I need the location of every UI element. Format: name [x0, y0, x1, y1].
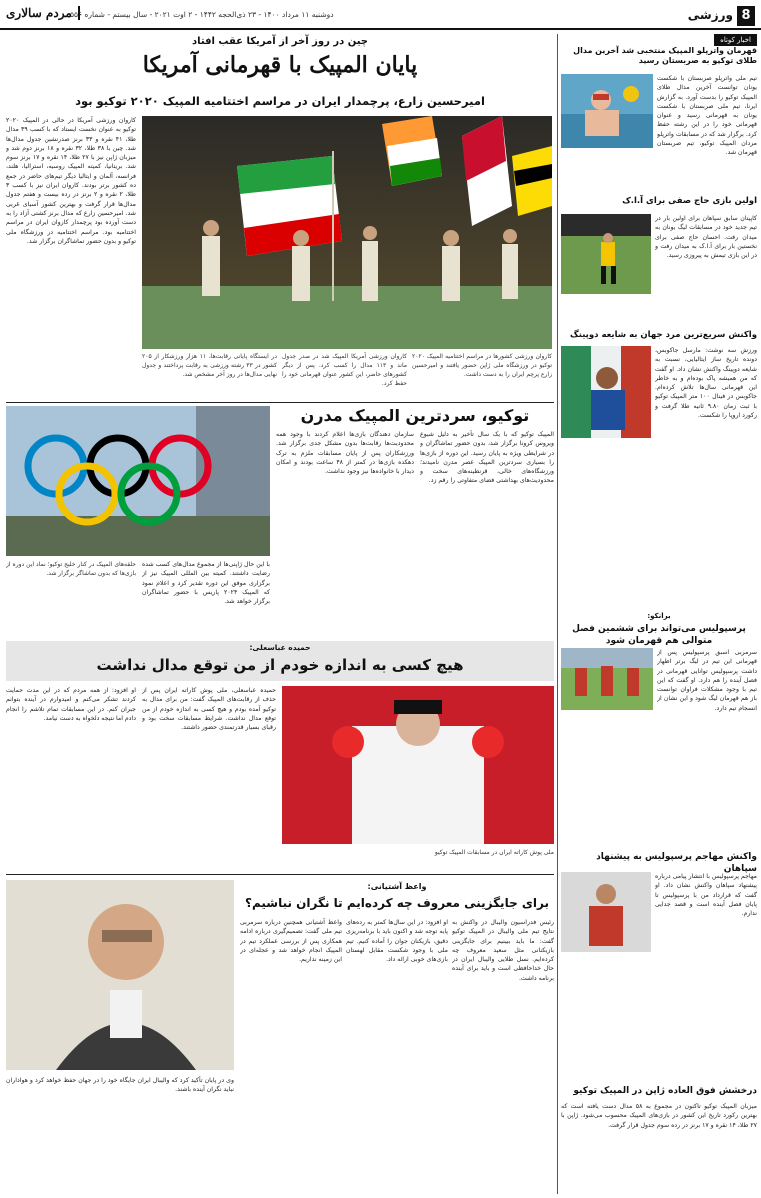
- sidebar-headline-3: واکنش سریع‌ترین مرد جهان به شایعه دوپینگ: [570, 330, 757, 340]
- paper-name: مردم سالاری: [6, 6, 80, 20]
- photo-caption: کاروان ورزشی کشورها در مراسم اختتامیه المپیک ۲۰۲۰ توکیو در ورزشگاه ملی ژاپن حضور یافتند و امیرحسین زارع پرچم ایران را به دست داشت.: [412, 353, 552, 378]
- perspolis-team-photo: [561, 648, 653, 710]
- waterpolo-photo: [561, 74, 653, 148]
- sidebar-headline-5: واکنش مهاجم پرسپولیس به پیشنهاد سپاهان: [596, 852, 757, 874]
- sidebar-headline-4: پرسپولیس می‌تواند برای ششمین فصل متوالی هم قهرمان شود: [572, 624, 746, 646]
- sidebar-text-2: کاپیتان سابق سپاهان برای اولین بار در تیم جدید خود در مسابقات لیگ یونان به میدان رفت. احسان حاج صفی برای نخستین بار برای آ.ا.ک به میدان رفت و در این بازی تیمش به پیروزی رسید.: [655, 215, 757, 260]
- main-kicker: چین در روز آخر از آمریکا عقب افتاد: [191, 36, 369, 47]
- tokyo-col-1: المپیک توکیو که با یک سال تأخیر به دلیل شیوع ویروس کرونا برگزار شد، بدون حضور تماشاگران و در شرایطی ویژه به پایان رسید. این دوره از بازی‌ها را بسیاری سردترین المپیک عصر مدرن نامیدند؛ ورزشگاه‌های خالی، قرنطینه‌های سخت و محدودیت‌های بهداشتی فضای متفاوتی را رقم زد.: [420, 431, 554, 485]
- sidebar-text-6: میزبان المپیک توکیو تاکنون در مجموع به ۵۸ مدال دست یافته است که بهترین رکورد تاریخ این کشور در بازی‌های المپیک محسوب می‌شود. ژاپن با ۲۷ طلا، ۱۴ نقره و ۱۷ برنز در رده سوم جدول قرار گرفت.: [561, 1103, 757, 1129]
- main-subheadline: امیرحسین زارع، پرچمدار ایران در مراسم اختتامیه المپیک ۲۰۲۰ توکیو بود: [75, 94, 485, 108]
- hamideh-headline: هیچ کسی به اندازه خودم از من توقع مدال نداشت: [96, 656, 464, 674]
- bottom-col-1: رئیس فدراسیون والیبال در واکنش به نتایج تیم ملی والیبال در المپیک توکیو گفت: ما باید ببینیم برای جایگزینی بازیکنانی مثل سعید معروف چه کرده‌ایم. نسل طلایی والیبال ایران در حال خداحافظی است و باید برای آینده برنامه داشت.: [452, 919, 554, 982]
- sidebar-headline-2: اولین بازی حاج صفی برای آ.ا.ک: [622, 196, 757, 206]
- main-story-text: کاروان ورزشی آمریکا در حالی در المپیک ۲۰۲۰ توکیو به عنوان نخست ایستاد که با کسب ۳۹ مدال طلا، ۴۱ نقره و ۳۳ برنز صدرنشین جدول مدال‌ها شد. چین با ۳۸ طلا، ۳۲ نقره و ۱۸ برنز دوم شد و میزبان ژاپن نیز با ۲۷ طلا، ۱۴ نقره و ۱۷ برنز سوم شد. بریتانیا، کمیته المپیک روسیه، استرالیا، هلند، فرانسه، آلمان و ایتالیا دیگر تیم‌های حاضر در جمع ده کشور برتر بودند. کاروان ایران نیز با کسب ۳ طلا، ۲ نقره و ۲ برنز در رده بیست و هفتم جدول مدال‌ها قرار گرفت و بهترین کشور آسیای غربی شد. امیرحسین زارع که مدال برنز کشتی آزاد را به دست آورده بود پرچمدار کاروان ایران در مراسم اختتامیه بود. مراسم اختتامیه در ورزشگاه ملی توکیو و بدون حضور تماشاگران برگزار شد.: [6, 117, 136, 245]
- tokyo-caption: حلقه‌های المپیک در کنار خلیج توکیو؛ نماد این دوره از بازی‌ها که بدون تماشاگر برگزار شد.: [6, 561, 136, 577]
- hamideh-col-2: او افزود: از همه مردم که در این مدت حمایت کردند تشکر می‌کنم و امیدوارم در آینده بتوانم جبران کنم. در این مسابقات تمام تلاشم را انجام دادم اما نتیجه دلخواه به دست نیامد.: [6, 687, 136, 722]
- sidebar-text-4: سرمربی اسبق پرسپولیس پس از قهرمانی این تیم در لیگ برتر اظهار داشت پرسپولیس توانایی قهرمانی در فصل آینده را هم دارد. او گفت که این تیم با وجود مشکلات فراوان توانست باز هم قهرمان لیگ شود و این نشان از انسجام تیم دارد.: [657, 649, 757, 712]
- closing-ceremony-photo: [142, 116, 552, 349]
- sidebar-headline-1: قهرمان واترپلو المپیک منتخبی شد آخرین مدال طلای توکیو به صربستان رسید: [573, 46, 757, 66]
- section-divider-1: [6, 402, 554, 403]
- tokyo-headline: توکیو، سردترین المپیک مدرن: [300, 406, 530, 425]
- vaez-ashtiani-photo: [6, 880, 234, 1070]
- tokyo-col-2: سازمان دهندگان بازی‌ها اعلام کردند با وجود همه محدودیت‌ها رقابت‌ها بدون مشکل جدی برگزار شد. ورزشکاران پس از پایان مسابقات ملزم به ترک دهکده بازی‌ها در کمتر از ۴۸ ساعت بودند و امکان دیدار با خانواده‌ها نیز وجود نداشت.: [276, 431, 414, 476]
- karate-photo: [282, 686, 554, 844]
- sidebar-text-5: مهاجم پرسپولیس با انتشار پیامی درباره پیشنهاد سپاهان واکنش نشان داد. او گفت که قرارداد من با پرسپولیس تا پایان فصل آینده است و قصد جدایی ندارم.: [655, 873, 757, 918]
- bottom-kicker: واعظ آشتیانی:: [367, 882, 427, 891]
- news-sidebar: [561, 34, 757, 1194]
- sidebar-rule: [557, 34, 558, 1194]
- caption-col-1: کاروان ورزشی آمریکا المپیک شد در صدر جدول ماند و ۱۱۳ مدال را کسب کرد. پس از دیگر کشورهای حاضر، این کشور عنوان قهرمانی خود را حفظ کرد.: [282, 353, 407, 387]
- tokyo-col-3: با این حال ژاپنی‌ها از مجموع مدال‌های کسب شده رضایت داشتند. کمیته بین المللی المپیک نیز از برگزاری موفق این دوره تقدیر کرد و اعلام نمود که المپیک ۲۰۲۴ پاریس با حضور تماشاگران برگزار خواهد شد.: [142, 561, 270, 606]
- bottom-headline: برای جایگزینی معروف چه کرده‌ایم تا نگران نباشیم؟: [245, 896, 549, 910]
- hamideh-caption: ملی پوش کاراته ایران در مسابقات المپیک توکیو: [434, 849, 554, 856]
- section-title: ورزشی: [687, 8, 733, 22]
- section-divider-2: [6, 874, 554, 875]
- bottom-col-2: او افزود: در این سال‌ها کمتر به رده‌های پایه توجه شد و اکنون باید با برنامه‌ریزی دقیق، بازیکنان جوان را آماده کنیم. تیم ملی با وجود شکست مقابل لهستان بازی‌های خوبی ارائه داد.: [346, 919, 448, 964]
- issue-line: دوشنبه ۱۱ مرداد ۱۴۰۰ - ۲۳ ذی‌الحجه ۱۴۴۲ - ۲ اوت ۲۰۲۱ - سال بیستم - شماره ۵۵۶: [70, 10, 334, 19]
- sidebar-headline-6: درخشش فوق العاده ژاپن در المپیک توکیو: [573, 1086, 757, 1096]
- main-headline: پایان المپیک با قهرمانی آمریکا: [142, 52, 418, 78]
- bottom-col-3: واعظ آشتیانی همچنین درباره سرمربی تیم ملی گفت: تصمیم‌گیری درباره ادامه همکاری پس از بررسی عملکرد تیم در المپیک انجام خواهد شد و عجله‌ای در این زمینه نداریم.: [240, 919, 342, 964]
- hajsafi-photo: [561, 214, 651, 294]
- sidebar-badge: اخبار کوتاه: [714, 34, 757, 46]
- page-number: 8: [737, 6, 755, 26]
- caption-col-2: در ایستگاه پایانی رقابت‌ها، ۱۱ هزار ورزشکار از ۲۰۵ کشور در ۳۳ رشته ورزشی به رقابت پرداختند و جدول نهایی مدال‌ها در روز آخر مشخص شد.: [142, 353, 277, 378]
- bottom-col-4: وی در پایان تأکید کرد که والیبال ایران جایگاه خود را در جهان حفظ خواهد کرد و هواداران نباید نگران آینده باشند.: [6, 1077, 234, 1094]
- hamideh-col-1: حمیده عباسعلی، ملی پوش کاراته ایران پس از حذف از رقابت‌های المپیک گفت: من برای مدال به توکیو آمده بودم و هیچ کسی به اندازه خودم از من توقع مدال نداشت. شرایط مسابقات سخت بود و رقبای بسیار قدرتمندی حضور داشتند.: [142, 687, 276, 732]
- masthead: [0, 0, 761, 30]
- jacobs-photo: [561, 346, 651, 438]
- olympic-rings-photo: [6, 406, 270, 556]
- sidebar-text-3: ورزش سه نوشت: مارسل جاکوبس، دونده تاریخ ساز ایتالیایی، نسبت به شایعه دوپینگ واکنش نشان داد. او گفت که من همیشه پاک بوده‌ام و به خاطر این قهرمانی سال‌ها تلاش کرده‌ام. جاکوبس در فینال ۱۰۰ متر المپیک توکیو با ثبت زمان ۹.۸۰ ثانیه طلا گرفت و رکورد اروپا را شکست.: [655, 347, 757, 420]
- sidebar-kicker-4: برانکو:: [647, 612, 671, 620]
- striker-photo: [561, 872, 651, 952]
- hamideh-name: حمیده عباسعلی:: [249, 643, 311, 652]
- sidebar-text-1: تیم ملی واترپلو صربستان با شکست یونان توانست آخرین مدال طلای المپیک توکیو را بدست آورد. به گزارش ایرنا، تیم ملی صربستان با شکست یونان به قهرمانی رسید و عنوان قهرمانی خود را در این رشته حفظ کرد. برگزار شد که در مسابقات واترپلو مردان المپیک توکیو، تیم صربستان قهرمان شد.: [657, 75, 757, 157]
